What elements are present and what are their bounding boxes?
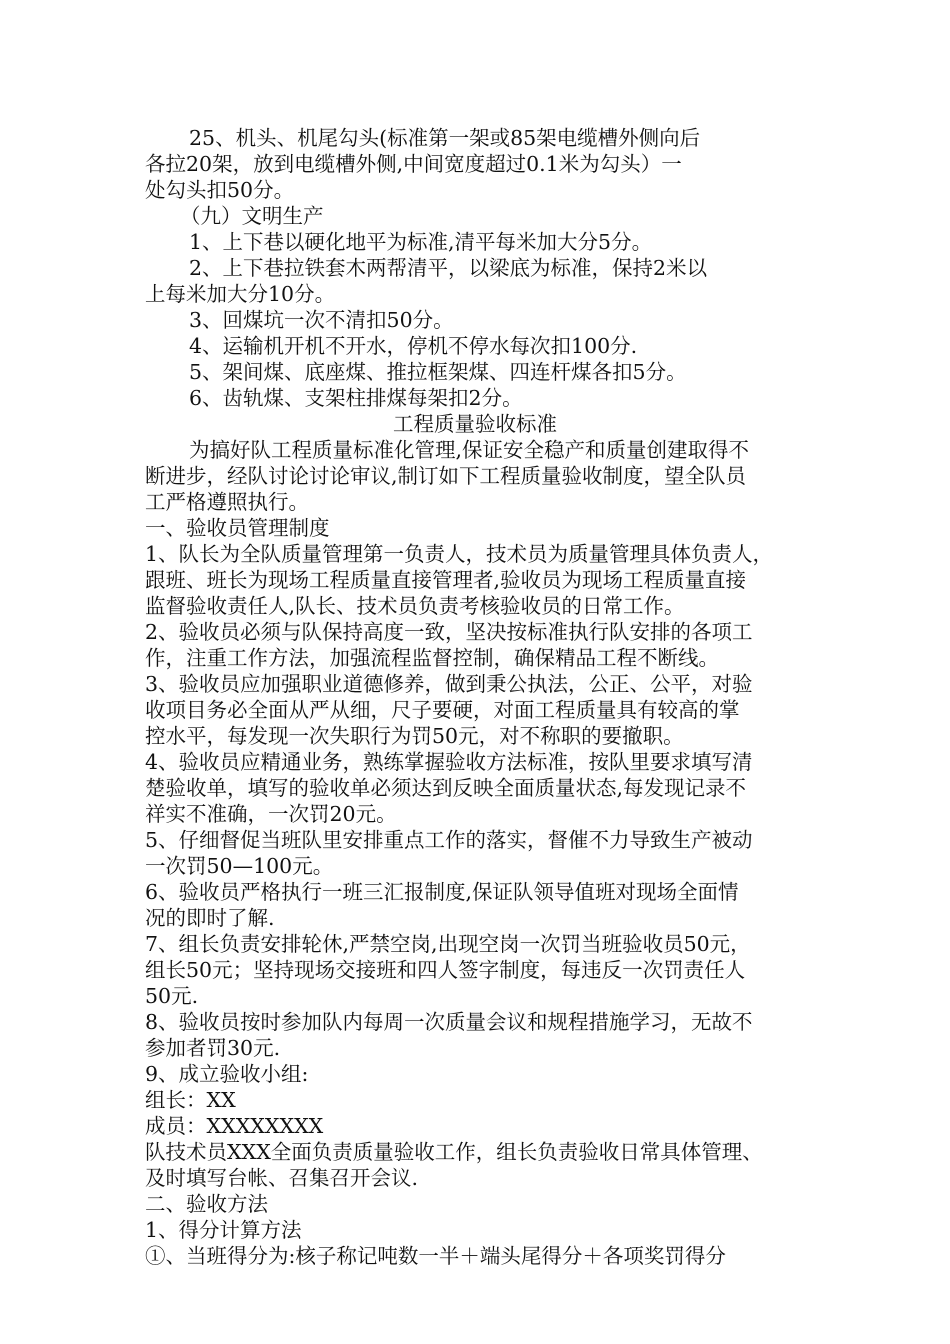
rule-2-line-2: 作，注重工作方法，加强流程监督控制，确保精品工程不断线。	[145, 646, 719, 670]
civilized-item-4: 4、运输机开机不开水，停机不停水每次扣100分.	[189, 334, 638, 358]
rule-1-line-2: 跟班、班长为现场工程质量直接管理者,验收员为现场工程质量直接	[145, 568, 747, 592]
intro-line-3: 工严格遵照执行。	[145, 490, 309, 514]
civilized-item-1: 1、上下巷以硬化地平为标准,清平每米加大分5分。	[189, 230, 653, 254]
civilized-item-3: 3、回煤坑一次不清扣50分。	[189, 308, 454, 332]
intro-line-1: 为搞好队工程质量标准化管理,保证安全稳产和质量创建取得不	[189, 438, 750, 462]
rule-7-line-3: 50元.	[145, 984, 199, 1008]
rule-5-line-2: 一次罚50—100元。	[145, 854, 334, 878]
document-title: 工程质量验收标准	[393, 412, 557, 436]
rule-8-line-1: 8、验收员按时参加队内每周一次质量会议和规程措施学习，无故不	[145, 1010, 753, 1034]
scoring-heading: 1、得分计算方法	[145, 1218, 302, 1242]
rule-6-line-1: 6、验收员严格执行一班三汇报制度,保证队领导值班对现场全面情	[145, 880, 739, 904]
rule-2-line-1: 2、验收员必须与队保持高度一致，坚决按标准执行队安排的各项工	[145, 620, 753, 644]
rule-4-line-1: 4、验收员应精通业务，熟练掌握验收方法标准，按队里要求填写清	[145, 750, 753, 774]
rule-7-line-2: 组长50元；坚持现场交接班和四人签字制度，每违反一次罚责任人	[145, 958, 746, 982]
rule-5-line-1: 5、仔细督促当班队里安排重点工作的落实，督催不力导致生产被动	[145, 828, 753, 852]
rule-1-line-3: 监督验收责任人,队长、技术员负责考核验收员的日常工作。	[145, 594, 685, 618]
rule-3-line-2: 收项目务必全面从严从细，尺子要硬，对面工程质量具有较高的掌	[145, 698, 740, 722]
technician-note-line-1: 队技术员XXX全面负责质量验收工作，组长负责验收日常具体管理、	[145, 1140, 763, 1164]
rule-3-line-1: 3、验收员应加强职业道德修养，做到秉公执法，公正、公平，对验	[145, 672, 753, 696]
rule-1-line-1: 1、队长为全队质量管理第一负责人，技术员为质量管理具体负责人，	[145, 542, 774, 566]
part-1-heading: 一、验收员管理制度	[145, 516, 330, 540]
rule-8-line-2: 参加者罚30元.	[145, 1036, 281, 1060]
group-members: 成员：XXXXXXXX	[145, 1114, 324, 1138]
technician-note-line-2: 及时填写台帐、召集召开会议.	[145, 1166, 419, 1190]
rule-9: 9、成立验收小组:	[145, 1062, 309, 1086]
rule-7-line-1: 7、组长负责安排轮休,严禁空岗,出现空岗一次罚当班验收员50元，	[145, 932, 751, 956]
rule-4-line-2: 楚验收单，填写的验收单必须达到反映全面质量状态,每发现记录不	[145, 776, 747, 800]
item-25-line-1: 25、机头、机尾勾头(标准第一架或85架电缆槽外侧向后	[189, 126, 701, 150]
item-25-line-2: 各拉20架，放到电缆槽外侧,中间宽度超过0.1米为勾头）一	[145, 152, 682, 176]
civilized-item-5: 5、架间煤、底座煤、推拉框架煤、四连杆煤各扣5分。	[189, 360, 687, 384]
rule-4-line-3: 祥实不准确，一次罚20元。	[145, 802, 397, 826]
civilized-item-6: 6、齿轨煤、支架柱排煤每架扣2分。	[189, 386, 523, 410]
rule-3-line-3: 控水平，每发现一次失职行为罚50元，对不称职的要撤职。	[145, 724, 684, 748]
item-25-line-3: 处勾头扣50分。	[145, 178, 295, 202]
rule-6-line-2: 况的即时了解.	[145, 906, 275, 930]
section-9-heading: （九）文明生产	[180, 204, 324, 228]
intro-line-2: 断进步，经队讨论讨论审议,制订如下工程质量验收制度，望全队员	[145, 464, 747, 488]
part-2-heading: 二、验收方法	[145, 1192, 268, 1216]
group-leader: 组长：XX	[145, 1088, 236, 1112]
civilized-item-2-line-1: 2、上下巷拉铁套木两帮清平，以梁底为标准，保持2米以	[189, 256, 708, 280]
scoring-formula: ①、当班得分为:核子称记吨数一半＋端头尾得分＋各项奖罚得分	[145, 1244, 726, 1268]
civilized-item-2-line-2: 上每米加大分10分。	[145, 282, 336, 306]
